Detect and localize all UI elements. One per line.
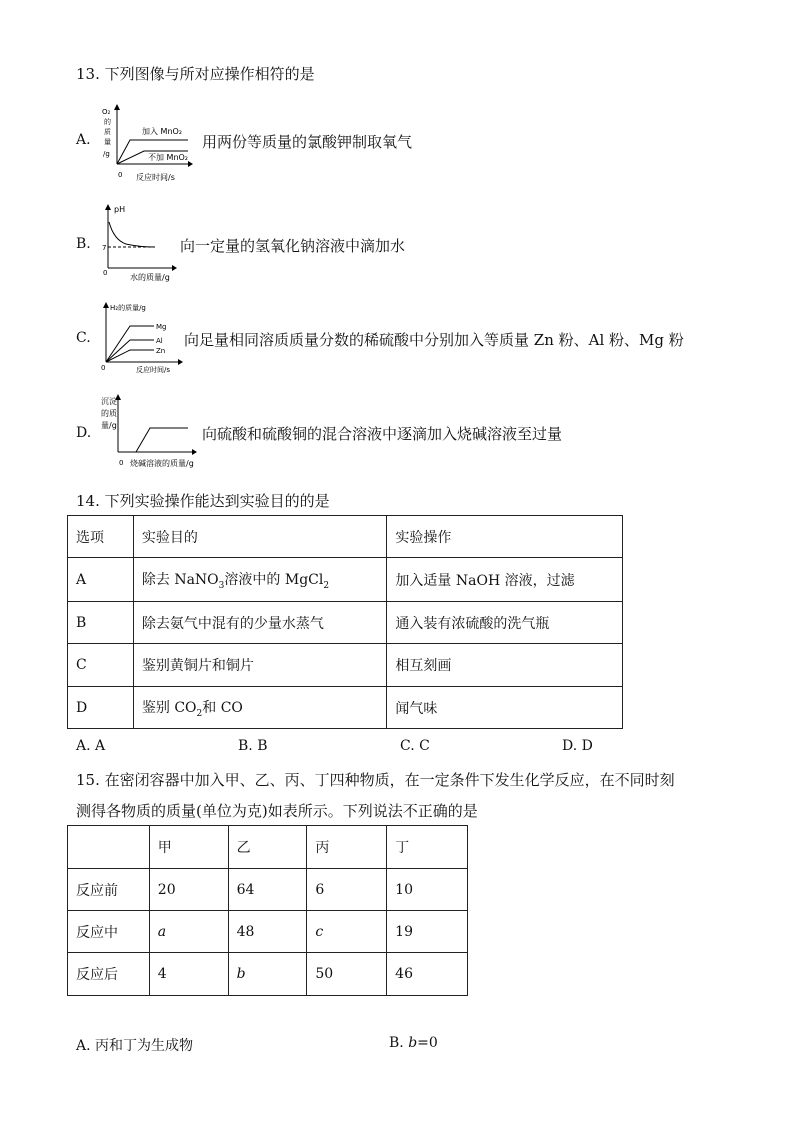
q13-option-c-text: 向足量相同溶质质量分数的稀硫酸中分别加入等质量 Zn 粉、Al 粉、Mg 粉 <box>184 331 684 349</box>
q14-table <box>67 515 623 729</box>
graph-b-ylabel: pH <box>114 205 126 214</box>
table-cell: c <box>307 911 387 953</box>
graph-d-ylabel-3: 量/g <box>101 421 117 430</box>
table-cell: 鉴别 $CO_2$和 CO <box>133 687 387 729</box>
table-cell: 通入装有浓硫酸的洗气瓶 <box>387 602 623 644</box>
graph-a-ylabel-5: /g <box>103 150 110 158</box>
q13-graph-a <box>100 104 200 184</box>
q15-table <box>67 825 468 996</box>
table-header-cell: 甲 <box>149 826 228 869</box>
table-cell: 闻气味 <box>387 687 623 729</box>
q13-option-b-letter: B. <box>76 236 91 252</box>
table-cell: 10 <box>387 869 468 911</box>
table-header-cell: 丁 <box>387 826 468 869</box>
table-row <box>68 644 623 687</box>
table-row <box>68 687 623 729</box>
table-cell: 相互刻画 <box>387 644 623 687</box>
table-cell: 鉴别黄铜片和铜片 <box>133 644 387 687</box>
table-cell: 除去 NaNO$_3$溶液中的 MgCl$_2$ <box>133 558 387 602</box>
graph-d-ylabel-1: 沉淀 <box>101 397 117 406</box>
q13-graph-b <box>100 200 180 285</box>
graph-c-xlabel: 反应时间/s <box>136 366 171 374</box>
q14-answer-b: B. B <box>238 738 268 754</box>
graph-a-origin: 0 <box>118 171 123 179</box>
graph-d-origin: 0 <box>119 459 124 467</box>
table-header-cell: 选项 <box>68 516 134 558</box>
table-cell: a <box>149 911 228 953</box>
q13-graph-d <box>100 392 200 472</box>
q13-option-d-letter: D. <box>76 425 92 441</box>
graph-b-xlabel: 水的质量/g <box>130 273 170 282</box>
table-header-cell <box>68 826 150 869</box>
table-cell: A <box>68 558 134 602</box>
table-header-row <box>68 826 468 869</box>
table-cell: 20 <box>149 869 228 911</box>
graph-c-origin: 0 <box>101 364 106 372</box>
graph-d-ylabel-2: 的质 <box>101 409 117 418</box>
table-row <box>68 953 468 996</box>
table-cell: 反应中 <box>68 911 150 953</box>
table-cell: D <box>68 687 134 729</box>
table-cell: 6 <box>307 869 387 911</box>
q15-answer-a: A. 丙和丁为生成物 <box>76 1038 194 1054</box>
graph-a-curve-1: 加入 MnO₂ <box>142 127 183 136</box>
q13-option-a-letter: A. <box>76 132 91 148</box>
table-cell: B <box>68 602 134 644</box>
table-header-cell: 乙 <box>228 826 307 869</box>
table-cell: 除去氨气中混有的少量水蒸气 <box>133 602 387 644</box>
table-header-cell: 实验操作 <box>387 516 623 558</box>
graph-a-ylabel-4: 量 <box>104 138 111 146</box>
graph-c-ylabel: H₂的质量/g <box>110 304 146 312</box>
table-cell: 反应前 <box>68 869 150 911</box>
graph-a-xlabel: 反应时间/s <box>136 173 175 182</box>
q13-graph-c <box>100 296 185 376</box>
table-cell: 48 <box>228 911 307 953</box>
table-cell: 64 <box>228 869 307 911</box>
q13-option-d-text: 向硫酸和硫酸铜的混合溶液中逐滴加入烧碱溶液至过量 <box>202 425 563 443</box>
table-cell: b <box>228 953 307 996</box>
table-cell: 4 <box>149 953 228 996</box>
q14-answer-a: A. A <box>76 738 106 754</box>
table-cell: C <box>68 644 134 687</box>
graph-a-ylabel-2: 的 <box>104 118 111 126</box>
graph-a-ylabel-1: O₂ <box>102 108 111 116</box>
q15-title-line1: 15. 在密闭容器中加入甲、乙、丙、丁四种物质，在一定条件下发生化学反应，在不同时刻 <box>76 771 675 789</box>
q14-answer-d: D. D <box>562 738 593 754</box>
graph-c-curve-zn: Zn <box>156 347 166 355</box>
graph-d-xlabel: 烧碱溶液的质量/g <box>130 459 194 468</box>
table-cell: 加入适量 NaOH 溶液，过滤 <box>387 558 623 602</box>
table-cell: 19 <box>387 911 468 953</box>
graph-a-curve-2: 不加 MnO₂ <box>148 153 189 162</box>
q15-answer-b: B. b=0 <box>389 1035 438 1051</box>
table-header-cell: 实验目的 <box>133 516 387 558</box>
table-row <box>68 558 623 602</box>
graph-c-curve-mg: Mg <box>156 323 167 331</box>
table-row <box>68 869 468 911</box>
table-header-row <box>68 516 623 558</box>
q13-option-a-text: 用两份等质量的氯酸钾制取氧气 <box>202 133 413 151</box>
graph-c-curve-al: Al <box>156 337 163 345</box>
table-row <box>68 602 623 644</box>
table-cell: 46 <box>387 953 468 996</box>
q13-title: 13. 下列图像与所对应操作相符的是 <box>76 65 315 83</box>
q14-title: 14. 下列实验操作能达到实验目的的是 <box>76 492 330 510</box>
graph-b-ytick: 7 <box>102 244 107 252</box>
graph-b-origin: 0 <box>103 269 108 277</box>
q14-answer-c: C. C <box>400 738 430 754</box>
table-row <box>68 911 468 953</box>
table-cell: 反应后 <box>68 953 150 996</box>
q13-option-b-text: 向一定量的氢氧化钠溶液中滴加水 <box>180 237 406 255</box>
q15-title-line2: 测得各物质的质量(单位为克)如表所示。下列说法不正确的是 <box>76 802 478 820</box>
table-cell: 50 <box>307 953 387 996</box>
table-header-cell: 丙 <box>307 826 387 869</box>
q13-option-c-letter: C. <box>76 330 91 346</box>
graph-a-ylabel-3: 质 <box>104 128 111 136</box>
